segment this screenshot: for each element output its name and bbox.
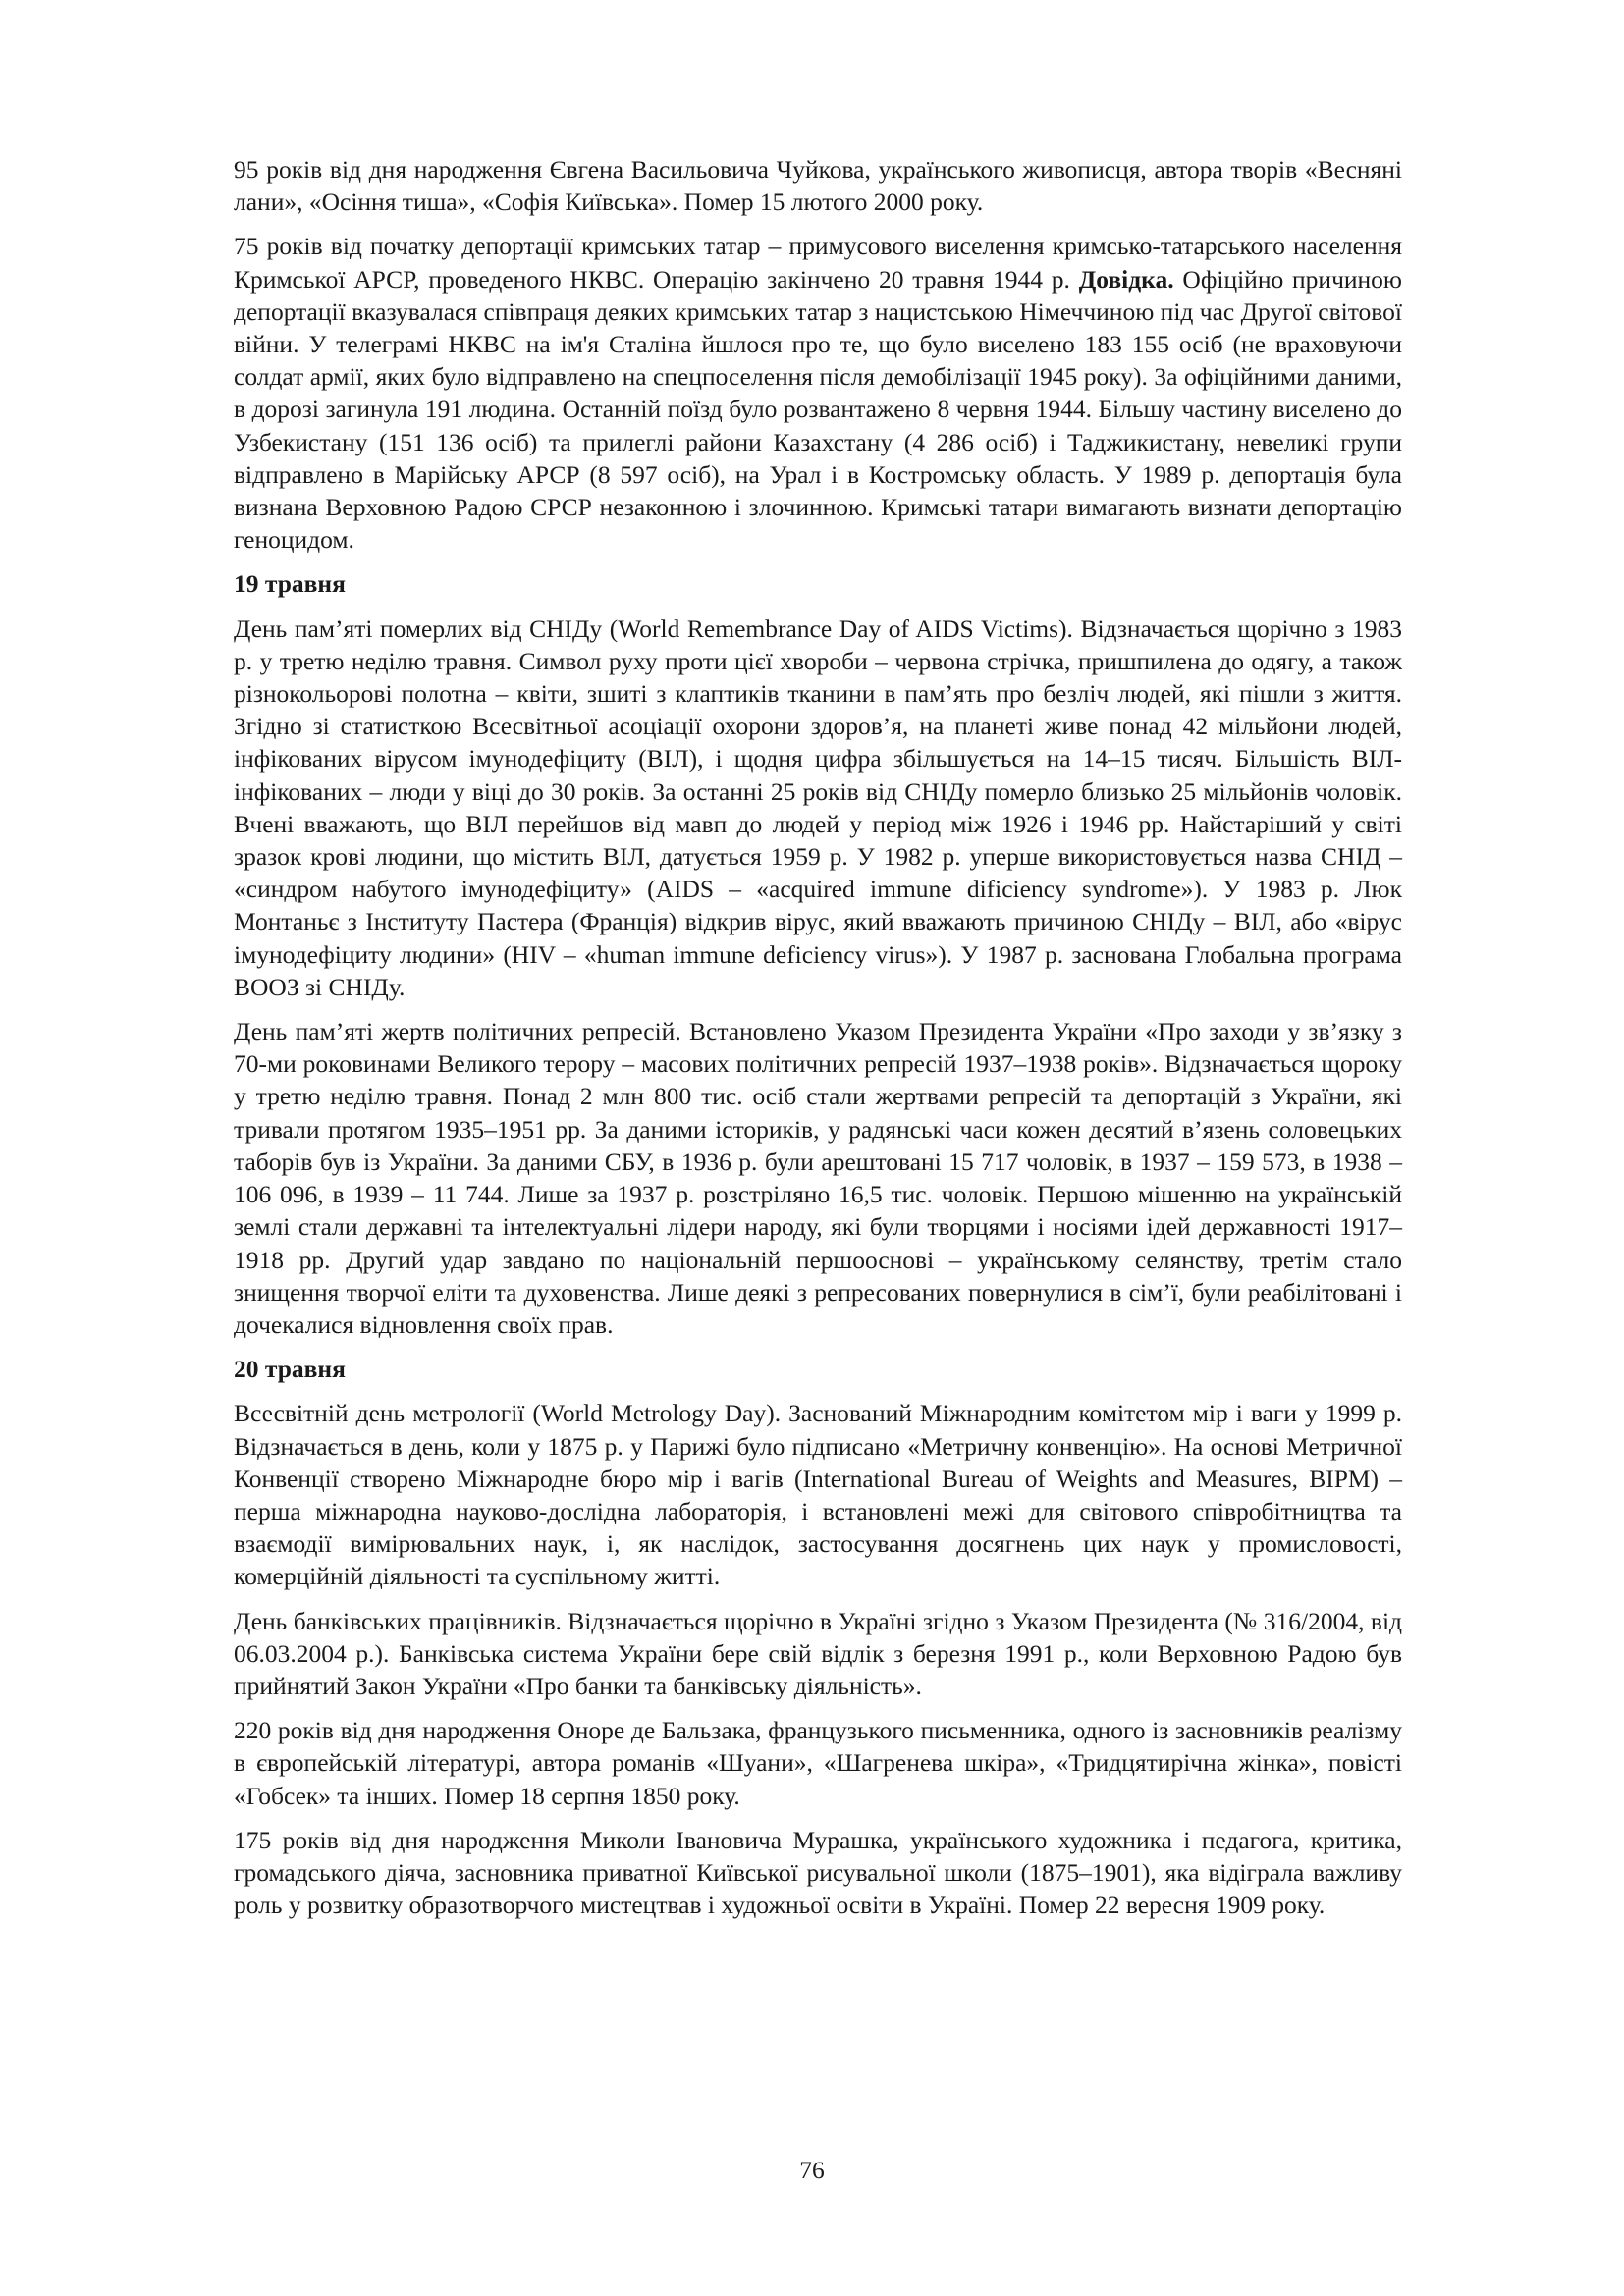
paragraph-text: Всесвітній день метрології (World Metrology Day). Заснований Міжнародним комітетом мір і ваги у 1999 р. Відзначається в день, коли у 1875 р. у Парижі було підписано «Метричну конвенцію». На основі Метричної Конвенції створено Міжнародне бюро мір і вагів (International Bureau of Weights and Measures, BIPM) – перша міжнародна науково-дослідна лабораторія, і встановлені межі для світового співробітництва та взаємодії вимірювальних наук, і, як наслідок, застосування досягнень цих наук у промисловості, комерційній діяльності та суспільному житті. (234, 1399, 1402, 1591)
page-body (234, 153, 1402, 1933)
paragraph-murashko (234, 1824, 1402, 1922)
paragraph-text: День банківських працівників. Відзначається щорічно в Україні згідно з Указом Президента (№ 316/2004, від 06.03.2004 р.). Банківська система України бере свій відлік з березня 1991 р., коли Верховною Радою був прийнятий Закон України «Про банки та банківську діяльність». (234, 1606, 1402, 1700)
paragraph-text: День пам’яті жертв політичних репресій. Встановлено Указом Президента України «Про заходи у зв’язку з 70-ми роковинами Великого терору – масових політичних репресій 1937–1938 років». Відзначається щороку у третю неділю травня. Понад 2 млн 800 тис. осіб стали жертвами репресій та депортацій з України, які тривали протягом 1935–1951 рр. За даними істориків, у радянські часи кожен десятий в’язень соловецьких таборів був із України. За даними СБУ, в 1936 р. були арештовані 15 717 чоловік, в 1937 – 159 573, в 1938 – 106 096, в 1939 – 11 744. Лише за 1937 р. розстріляно 16,5 тис. чоловік. Першою мішенню на українській землі стали державні та інтелектуальні лідери народу, які були творцями і носіями ідей державності 1917–1918 рр. Другий удар завдано по національній першооснові – українському селянству, третім стало знищення творчої еліти та духовенства. Лише деякі з репресованих повернулися в сім’ї, були реабілітовані і дочекалися відновлення своїх прав. (234, 1017, 1402, 1339)
date-heading-may-20: 20 травня (234, 1355, 346, 1384)
date-heading-may-19: 19 травня (234, 569, 346, 599)
paragraph-metrology-day (234, 1397, 1402, 1592)
paragraph-text: День пам’яті померлих від СНІДу (World Remembrance Day of AIDS Victims). Відзначається щорічно з 1983 р. у третю неділю травня. Символ руху проти цієї хвороби – червона стрічка, пришпилена до одягу, а також різнокольорові полотна – квіти, зшиті з клаптиків тканини в пам’ять про безліч людей, які пішли з життя. Згідно зі статисткою Всесвітньої асоціації охорони здоров’я, на планеті живе понад 42 мільйони людей, інфікованих вірусом імунодефіциту (ВІЛ), і щодня цифра збільшується на 14–15 тисяч. Більшість ВІЛ-інфікованих – люди у віці до 30 років. За останні 25 років від СНІДу померло близько 25 мільйонів чоловік. Вчені вважають, що ВІЛ перейшов від мавп до людей у період між 1926 і 1946 рр. Найстаріший у світі зразок крові людини, що містить ВІЛ, датується 1959 р. У 1982 р. уперше використовується назва СНІД – «синдром набутого імунодефіциту» (AIDS – «acquired immune dificiency syndrome»). У 1983 р. Люк Монтаньє з Інституту Пастера (Франція) відкрив вірус, який вважають причиною СНІДу – ВІЛ, або «вірус імунодефіциту людини» (HIV – «human immune deficiency virus»). У 1987 р. заснована Глобальна програма ВООЗ зі СНІДу. (234, 614, 1402, 1001)
paragraph-text: 175 років від дня народження Миколи Івановича Мурашка, українського художника і педагога, критика, громадського діяча, засновника приватної Київської рисувальної школи (1875–1901), яка відіграла важливу роль у розвитку образотворчого мистецтвав і художньої освіти в Україні. Помер 22 вересня 1909 року. (234, 1825, 1402, 1920)
note-label: Довідка. (1078, 264, 1174, 294)
paragraph-text: 95 років від дня народження Євгена Васильовича Чуйкова, українського живописця, автора творів «Весняні лани», «Осіння тиша», «Софія Київська». Помер 15 лютого 2000 року. (234, 155, 1402, 217)
page-number: 76 (799, 2156, 825, 2184)
paragraph-chuikov (234, 153, 1402, 218)
paragraph-balzac (234, 1714, 1402, 1812)
paragraph-crimean-tatars-deportation (234, 230, 1402, 556)
paragraph-text: 75 років від початку депортації кримських татар – примусового виселення кримсько-татарського населення Кримської АРСР, проведеного НКВС. Операцію закінчено 20 травня 1944 р. (234, 232, 1402, 294)
paragraph-text-continued: Офіційно причиною депортації вказувалася співпраця деяких кримських татар з нацистською Німеччиною під час Другої світової війни. У телеграмі НКВС на ім'я Сталіна йшлося про те, що було виселено 183 155 осіб (не враховуючи солдат армії, яких було відправлено на спецпоселення після демобілізації 1945 року). За офіційними даними, в дорозі загинула 191 людина. Останній поїзд було розвантажено 8 червня 1944. Більшу частину виселено до Узбекистану (151 136 осіб) та прилеглі райони Казахстану (4 286 осіб) і Таджикистану, невеликі групи відправлено в Марійську АРСР (8 597 осіб), на Урал і в Костромську область. У 1989 р. депортація була визнана Верховною Радою СРСР незаконною і злочинною. Кримські татари вимагають визнати депортацію геноцидом. (234, 264, 1402, 555)
paragraph-political-repressions-day (234, 1015, 1402, 1341)
paragraph-bank-workers-day (234, 1605, 1402, 1703)
paragraph-aids-remembrance-day (234, 613, 1402, 1003)
paragraph-text: 220 років від дня народження Оноре де Бальзака, французького письменника, одного із засновників реалізму в європейській літературі, автора романів «Шуани», «Шагренева шкіра», «Тридцятирічна жінка», повісті «Гобсек» та інших. Помер 18 серпня 1850 року. (234, 1716, 1402, 1810)
